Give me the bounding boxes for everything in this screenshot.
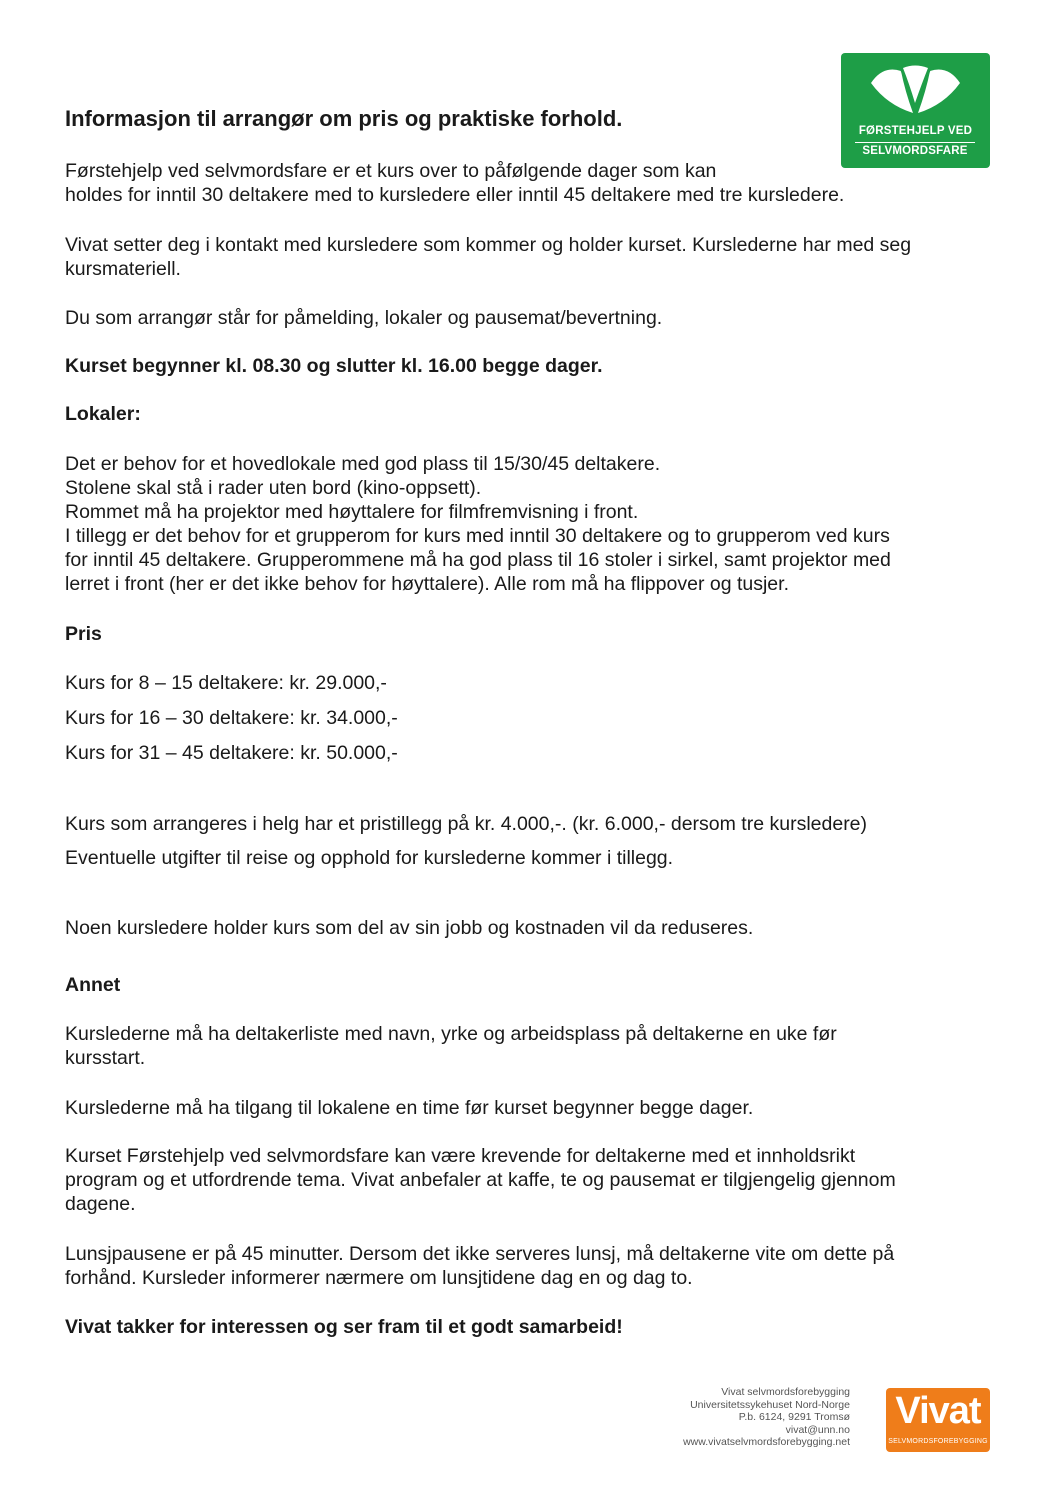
footer-website[interactable]: www.vivatselvmordsforebygging.net — [683, 1436, 850, 1448]
footer-postbox: P.b. 6124, 9291 Tromsø — [738, 1411, 850, 1423]
leaf-emblem-icon — [863, 61, 968, 121]
pris-heading: Pris — [65, 623, 102, 645]
price-item: Kurs for 8 – 15 deltakere: kr. 29.000,- — [65, 672, 387, 694]
weekend-surcharge: Kurs som arrangeres i helg har et pristillegg på kr. 4.000,-. (kr. 6.000,- dersom tre kursledere) — [65, 813, 868, 835]
annet-p4-line: Lunsjpausene er på 45 minutter. Dersom det ikke serveres lunsj, må deltakerne vite om dette på — [65, 1243, 895, 1265]
contact-line-2: kursmateriell. — [65, 258, 181, 280]
annet-p3-line: program og et utfordrende tema. Vivat anbefaler at kaffe, te og pausemat er tilgjengelig gjennom — [65, 1169, 896, 1191]
logo-line-2: SELVMORDSFARE — [855, 142, 975, 157]
page-title: Informasjon til arrangør om pris og praktiske forhold. — [65, 106, 623, 131]
lokaler-line: for inntil 45 deltakere. Grupperommene må ha god plass til 16 stoler i sirkel, samt projektor med — [65, 549, 891, 571]
footer-hospital: Universitetssykehuset Nord-Norge — [690, 1398, 850, 1411]
forstehjelp-logo — [841, 53, 990, 168]
closing-text: Vivat takker for interessen og ser fram til et godt samarbeid! — [65, 1316, 623, 1338]
contact-line-1: Vivat setter deg i kontakt med kursledere som kommer og holder kurset. Kurslederne har med seg — [65, 234, 912, 256]
price-item: Kurs for 31 – 45 deltakere: kr. 50.000,- — [65, 742, 398, 764]
lokaler-line: lerret i front (her er det ikke behov for høyttalere). Alle rom må ha flippover og tusjer. — [65, 573, 789, 595]
annet-p1-line: Kurslederne må ha deltakerliste med navn, yrke og arbeidsplass på deltakerne en uke før — [65, 1023, 837, 1045]
travel-costs: Eventuelle utgifter til reise og opphold for kurslederne kommer i tillegg. — [65, 847, 674, 869]
intro-line-1: Førstehjelp ved selvmordsfare er et kurs over to påfølgende dager som kan — [65, 160, 717, 182]
organizer-text: Du som arrangør står for påmelding, lokaler og pausemat/bevertning. — [65, 307, 663, 329]
annet-p4-line: forhånd. Kursleder informerer nærmere om lunsjtidene dag en og dag to. — [65, 1267, 693, 1289]
lokaler-line: Rommet må ha projektor med høyttalere for filmfremvisning i front. — [65, 501, 639, 523]
vivat-logo-word: Vivat — [895, 1390, 981, 1432]
vivat-logo — [886, 1388, 990, 1452]
footer-address — [683, 1386, 850, 1449]
vivat-logo-tagline: SELVMORDSFOREBYGGING — [888, 1438, 988, 1445]
annet-p1-line: kursstart. — [65, 1047, 146, 1069]
intro-line-2: holdes for inntil 30 deltakere med to kursledere eller inntil 45 deltakere med tre kursledere. — [65, 184, 845, 206]
lokaler-line: Stolene skal stå i rader uten bord (kino-oppsett). — [65, 477, 482, 499]
annet-p3-line: Kurset Førstehjelp ved selvmordsfare kan være krevende for deltakerne med et innholdsrikt — [65, 1145, 856, 1167]
schedule-text: Kurset begynner kl. 08.30 og slutter kl. 16.00 begge dager. — [65, 355, 603, 377]
lokaler-line: I tillegg er det behov for et grupperom for kurs med inntil 30 deltakere og to grupperom ved kurs — [65, 525, 890, 547]
reduced-cost-note: Noen kursledere holder kurs som del av sin jobb og kostnaden vil da reduseres. — [65, 917, 754, 939]
annet-heading: Annet — [65, 974, 121, 996]
footer-org: Vivat selvmordsforebygging — [721, 1386, 850, 1398]
annet-p3-line: dagene. — [65, 1193, 136, 1215]
price-item: Kurs for 16 – 30 deltakere: kr. 34.000,- — [65, 707, 398, 729]
lokaler-heading: Lokaler: — [65, 403, 141, 425]
logo-line-1: FØRSTEHJELP VED — [858, 125, 973, 137]
footer-email[interactable]: vivat@unn.no — [785, 1423, 850, 1436]
annet-p2: Kurslederne må ha tilgang til lokalene en time før kurset begynner begge dager. — [65, 1097, 754, 1119]
lokaler-line: Det er behov for et hovedlokale med god plass til 15/30/45 deltakere. — [65, 453, 661, 475]
